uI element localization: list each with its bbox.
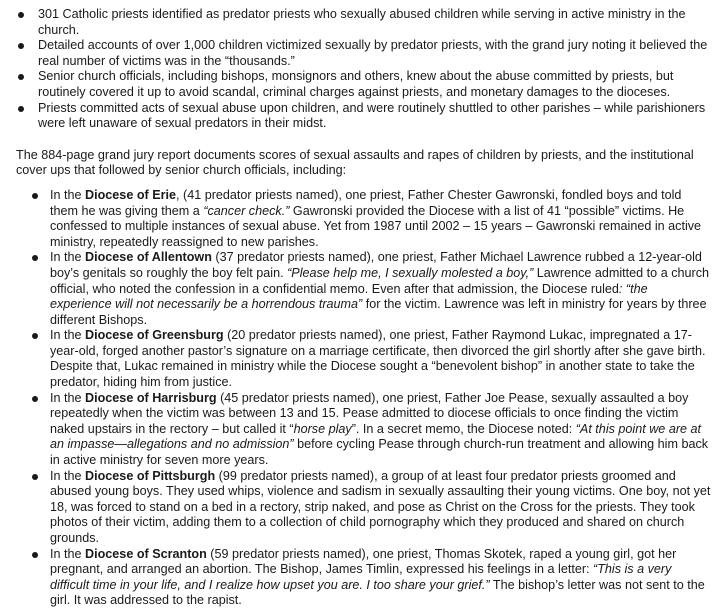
quote-text: “cancer check.” <box>203 203 290 218</box>
diocese-item-harrisburg <box>24 391 712 469</box>
body-text: (20 predator priests named), one priest, Father Raymond Lukac, impregnated a 17-year-old, forged another pastor’s signature on a marriage certificate, then divorced the girl shortly after she gave birth. Despite that, Lukac remained in ministry while the Diocese sought a “benevolent bishop” in another state to take the predator, hiding him from justice. <box>50 328 706 390</box>
summary-text: Priests committed acts of sexual abuse upon children, and were routinely shuttled to other parishes – while parishioners were left unaware of sexual predators in their midst. <box>38 100 706 131</box>
diocese-item-scranton <box>24 547 712 609</box>
summary-text: 301 Catholic priests identified as predator priests who sexually abused children while serving in active ministry in the church. <box>38 7 686 37</box>
diocese-name: Diocese of Scranton <box>85 546 207 561</box>
body-text: (59 predator priests named), one priest, Thomas Skotek, raped a young girl, got her pregnant, and arranged an abortion. The Bishop, James Timlin, expressed his feelings in a letter: <box>50 546 677 577</box>
summary-item <box>14 101 712 132</box>
quote-text: “Please help me, I sexually molested a boy,” <box>287 265 534 280</box>
summary-item <box>14 69 712 100</box>
body-text: ”. In a secret memo, the Diocese noted: <box>351 421 576 436</box>
body-text: The bishop’s letter was not sent to the girl. It was addressed to the rapist. <box>50 577 705 608</box>
diocese-item-allentown <box>24 250 712 328</box>
body-text: before cycling Pease through church-run treatment and allowing him back in active ministry for seven more years. <box>50 437 709 468</box>
diocese-name: Diocese of Erie <box>85 187 177 202</box>
bullet-icon <box>32 396 38 402</box>
bullet-icon <box>18 74 24 80</box>
diocese-name: Diocese of Pittsburgh <box>85 468 216 483</box>
diocese-name: Diocese of Harrisburg <box>85 390 217 405</box>
body-text: (45 predator priests named), one priest, Father Joe Pease, sexually assaulted a boy repeatedly when the victim was between 13 and 15. Pease admitted to diocese officials to once finding the victim naked upstairs in the rectory – but called it “ <box>50 390 689 436</box>
quote-text: horse play <box>293 421 352 436</box>
diocese-list <box>14 188 712 609</box>
body-text: (99 predator priests named), a group of at least four predator priests groomed and abused young boys. They used whips, violence and sadism in sexually assaulting their young victims. One boy, not yet 18, was forced to stand on a bed in a rectory, strip naked, and pose as Christ on the Cross for the priests. They took photos of their victim, adding them to a collection of child pornography which they produced and shared on church grounds. <box>50 468 711 545</box>
quote-text: : “the experience will not necessarily be a horrendous trauma” <box>50 281 648 312</box>
summary-text: Detailed accounts of over 1,000 children victimized sexually by predator priests, with the grand jury noting it believed the real number of victims was in the “thousands.” <box>38 38 708 68</box>
body-text: Lawrence admitted to a church official, who noted the confession in a confidential memo. Even after that admission, the Diocese ruled <box>50 265 709 296</box>
summary-list <box>14 7 712 132</box>
lead-text: In the <box>50 187 86 202</box>
bullet-icon <box>32 255 38 261</box>
body-text: , (41 predator priests named), one priest, Father Chester Gawronski, fondled boys and told them he was giving them a <box>50 187 682 218</box>
diocese-item-pittsburgh <box>24 469 712 547</box>
quote-text: “This is a very difficult time in your life, and I realize how upset you are. I too share your grief.” <box>50 562 672 592</box>
lead-text: In the <box>50 250 86 265</box>
bullet-icon <box>32 474 38 480</box>
diocese-name: Diocese of Allentown <box>85 250 212 265</box>
lead-text: In the <box>50 468 86 483</box>
bullet-icon <box>32 333 38 339</box>
body-text: Gawronski provided the Diocese with a list of 41 “possible” victims. He confessed to multiple instances of sexual abuse. Yet from 1987 until 2002 – 15 years – Gawronski remained in active ministry, repeatedly reassigned to new parishes. <box>50 203 702 249</box>
diocese-item-erie <box>24 188 712 250</box>
lead-text: In the <box>50 546 86 561</box>
body-text: (37 predator priests named), one priest, Father Michael Lawrence rubbed a 12-year-old boy’s genitals so roughly the boy felt pain. <box>50 250 702 280</box>
diocese-item-greensburg <box>24 328 712 390</box>
body-text: for the victim. Lawrence was left in ministry for years by three different Bishops. <box>50 297 707 327</box>
bullet-icon <box>32 552 38 558</box>
quote-text: “At this point we are at an impasse—allegations and no admission” <box>50 421 702 452</box>
summary-item <box>14 38 712 69</box>
bullet-icon <box>18 43 24 49</box>
bullet-icon <box>32 193 38 199</box>
intro-paragraph: The 884-page grand jury report documents scores of sexual assaults and rapes of children by priests, and the institutional cover ups that followed by senior church officials, including: <box>16 147 694 178</box>
summary-text: Senior church officials, including bishops, monsignors and others, knew about the abuse committed by priests, but routinely covered it up to avoid scandal, criminal charges against priests, and monetary damages to the dioceses. <box>38 69 674 99</box>
diocese-name: Diocese of Greensburg <box>85 328 224 343</box>
bullet-icon <box>18 106 24 112</box>
summary-item <box>14 7 712 38</box>
lead-text: In the <box>50 390 86 405</box>
bullet-icon <box>18 12 24 18</box>
lead-text: In the <box>50 328 86 343</box>
